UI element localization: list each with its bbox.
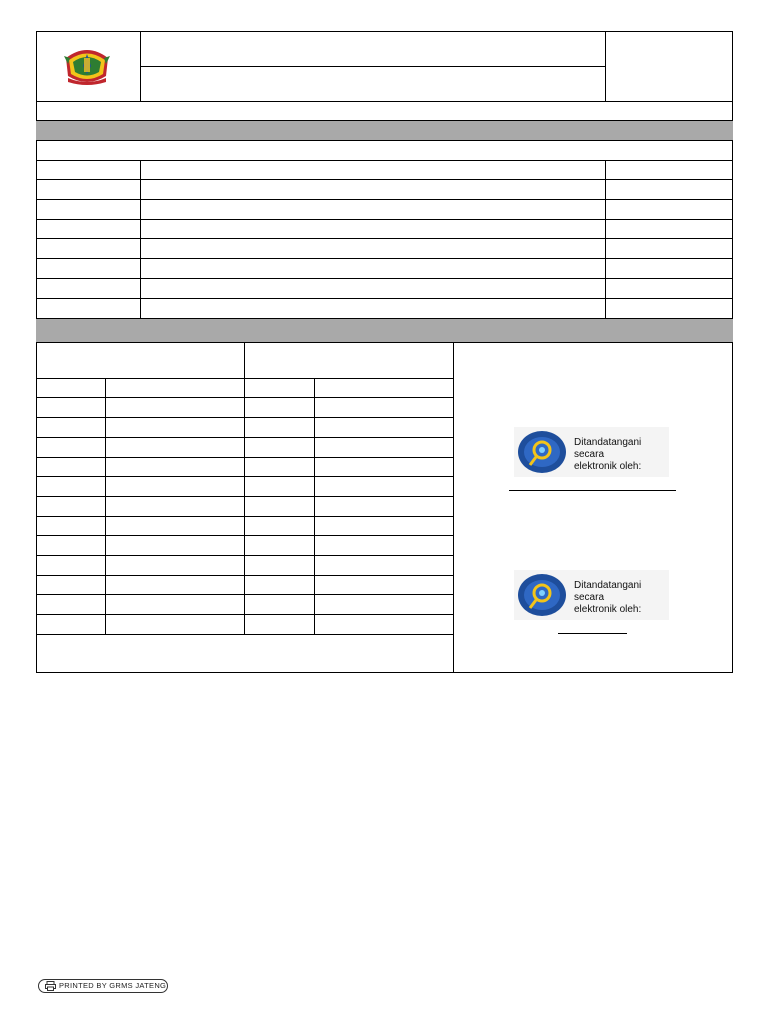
signature-underline-2 xyxy=(558,633,627,634)
grid-line-8 xyxy=(36,516,454,517)
grid-line-4 xyxy=(36,437,454,438)
grid-line-5 xyxy=(36,457,454,458)
grid-line-12 xyxy=(36,594,454,595)
signature-label-2 xyxy=(574,580,669,616)
signature-label-1-line1: Ditandatangani secara xyxy=(574,437,642,460)
grid-line-6 xyxy=(36,476,454,477)
grid-line-11 xyxy=(36,575,454,576)
grid-line-14 xyxy=(36,634,454,635)
jawa-tengah-logo xyxy=(62,44,112,88)
table-col-divider-1 xyxy=(140,160,141,318)
grid-line-2 xyxy=(36,397,454,398)
grid-col-divider-2 xyxy=(314,378,315,634)
grid-line-3 xyxy=(36,417,454,418)
section-bar-1 xyxy=(36,120,733,141)
electronic-signature-2 xyxy=(514,570,669,620)
signature-label-1-line2: elektronik oleh: xyxy=(574,461,642,472)
section-bar-2 xyxy=(36,318,733,343)
lower-header-divider xyxy=(244,343,245,635)
signature-label-2-line1: Ditandatangani secara xyxy=(574,580,642,603)
header-bottom-border xyxy=(36,101,733,102)
printed-by-text: PRINTED BY GRMS JATENG xyxy=(59,981,167,990)
signature-label-2-line2: elektronik oleh: xyxy=(574,604,642,615)
grid-line-7 xyxy=(36,496,454,497)
pemprov-jateng-seal-icon xyxy=(516,430,568,474)
printed-by-badge xyxy=(38,979,168,993)
pemprov-jateng-seal-icon xyxy=(516,573,568,617)
signature-label-1 xyxy=(574,437,669,473)
grid-line-1 xyxy=(36,378,454,379)
grid-col-divider-1 xyxy=(105,378,106,634)
grid-line-10 xyxy=(36,555,454,556)
printer-icon xyxy=(45,981,56,991)
signature-underline-1 xyxy=(509,490,676,491)
header-title-separator xyxy=(140,66,606,67)
grid-line-13 xyxy=(36,614,454,615)
electronic-signature-1 xyxy=(514,427,669,477)
lower-section-divider xyxy=(453,343,454,673)
table-col-divider-2 xyxy=(605,160,606,318)
grid-line-9 xyxy=(36,535,454,536)
